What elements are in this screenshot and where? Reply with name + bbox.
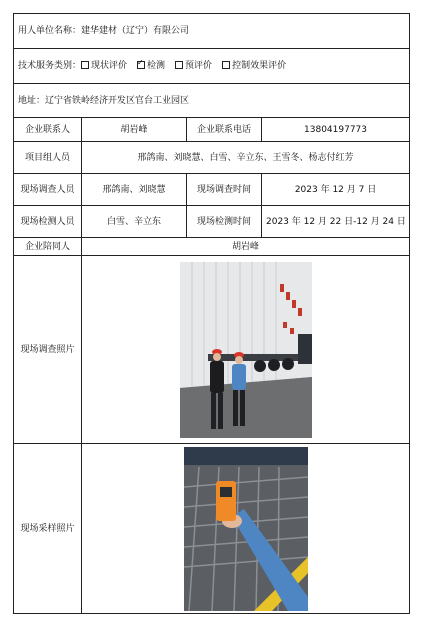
checkbox-status-evaluation[interactable] bbox=[81, 61, 89, 69]
sampling-photo-label: 现场采样照片 bbox=[14, 444, 82, 614]
workshop-ceiling bbox=[184, 447, 308, 465]
testing-row bbox=[14, 206, 410, 238]
address-value: 辽宁省铁岭经济开发区官台工业园区 bbox=[45, 95, 190, 106]
contact-row bbox=[14, 118, 410, 142]
record-table bbox=[13, 13, 410, 614]
testing-people: 白雪、辛立东 bbox=[82, 206, 187, 238]
form-sheet bbox=[13, 13, 409, 614]
truck-cab bbox=[298, 334, 312, 364]
checkbox-testing[interactable] bbox=[137, 61, 145, 69]
checkbox-pre-evaluation[interactable] bbox=[175, 61, 183, 69]
team-label: 项目组人员 bbox=[14, 142, 82, 174]
team-value: 邢鸽南、刘晓慧、白雪、辛立东、王雪冬、杨志付红芳 bbox=[82, 142, 410, 174]
option-label: 控制效果评价 bbox=[232, 61, 287, 71]
service-type-row bbox=[14, 49, 410, 84]
address-cell bbox=[14, 84, 410, 118]
testing-time: 2023 年 12 月 22 日-12 月 24 日 bbox=[262, 206, 410, 238]
option-label: 检测 bbox=[147, 61, 166, 71]
escort-label: 企业陪同人 bbox=[14, 238, 82, 256]
sampling-photo-cell bbox=[82, 444, 410, 614]
escort-value: 胡岩峰 bbox=[82, 238, 410, 256]
address-label: 地址： bbox=[18, 95, 46, 106]
survey-people: 邢鸽南、刘晓慧 bbox=[82, 174, 187, 206]
user-unit-value: 建华建材（辽宁）有限公司 bbox=[81, 26, 190, 36]
survey-photo-row bbox=[14, 256, 410, 444]
option-label: 预评价 bbox=[185, 61, 213, 71]
survey-photo-label: 现场调查照片 bbox=[14, 256, 82, 444]
testing-time-label: 现场检测时间 bbox=[187, 206, 262, 238]
user-unit-label: 用人单位名称： bbox=[18, 26, 82, 36]
user-unit-cell bbox=[14, 14, 410, 49]
survey-time-label: 现场调查时间 bbox=[187, 174, 262, 206]
service-type-cell bbox=[14, 49, 410, 84]
team-row bbox=[14, 142, 410, 174]
checkbox-control-effect-evaluation[interactable] bbox=[222, 61, 230, 69]
phone-label: 企业联系电话 bbox=[187, 118, 262, 142]
survey-label: 现场调查人员 bbox=[14, 174, 82, 206]
user-unit-row bbox=[14, 14, 410, 49]
escort-row bbox=[14, 238, 410, 256]
testing-label: 现场检测人员 bbox=[14, 206, 82, 238]
contact-label: 企业联系人 bbox=[14, 118, 82, 142]
survey-time: 2023 年 12 月 7 日 bbox=[262, 174, 410, 206]
survey-photo bbox=[180, 262, 312, 438]
option-label: 现状评价 bbox=[91, 61, 128, 71]
phone-value: 13804197773 bbox=[262, 118, 410, 142]
survey-row bbox=[14, 174, 410, 206]
contact-name: 胡岩峰 bbox=[82, 118, 187, 142]
truck-wheels bbox=[254, 358, 294, 372]
meter-screen bbox=[220, 487, 232, 497]
truck-trailer bbox=[208, 354, 312, 361]
sampling-photo-row bbox=[14, 444, 410, 614]
survey-photo-cell bbox=[82, 256, 410, 444]
address-row bbox=[14, 84, 410, 118]
service-type-label: 技术服务类别： bbox=[18, 61, 82, 71]
sampling-photo bbox=[184, 447, 308, 611]
